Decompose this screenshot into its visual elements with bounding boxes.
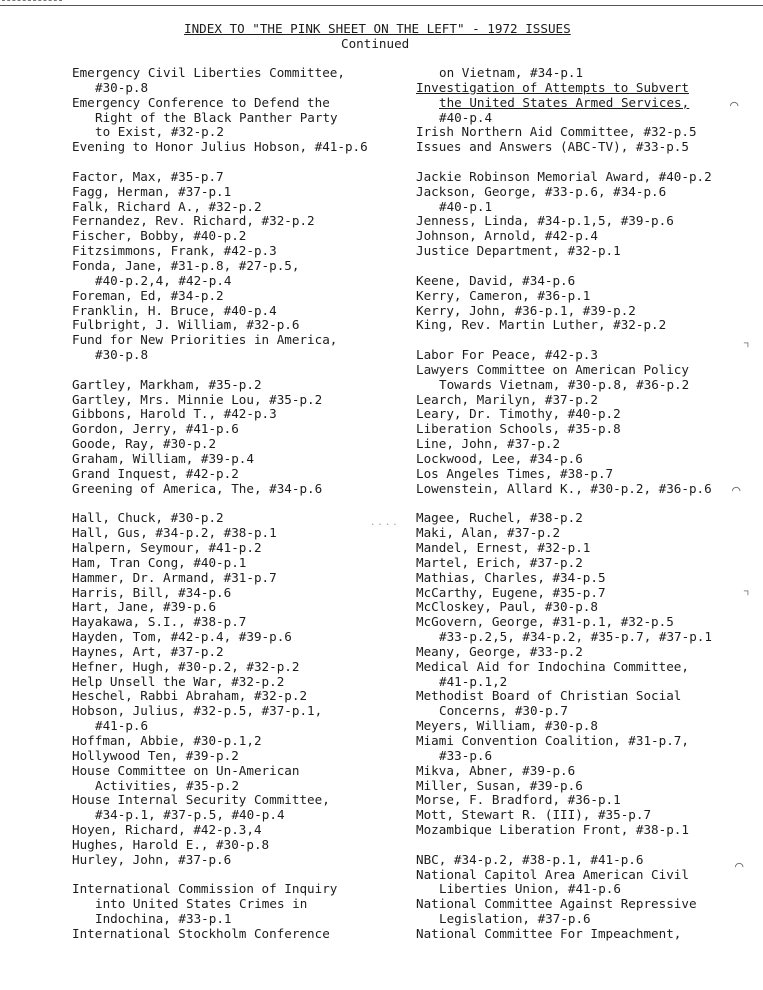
- index-entry-continuation: Right of the Black Panther Party: [95, 109, 338, 125]
- index-entry: Franklin, H. Bruce, #40-p.4: [72, 302, 277, 318]
- index-entry: Jenness, Linda, #34-p.1,5, #39-p.6: [416, 213, 674, 229]
- index-entry: Halpern, Seymour, #41-p.2: [72, 540, 262, 555]
- index-entry: Hall, Chuck, #30-p.2: [72, 510, 224, 526]
- index-entry: Jackson, George, #33-p.6, #34-p.6: [416, 183, 667, 199]
- index-entry: Emergency Civil Liberties Committee,: [72, 65, 345, 80]
- index-entry-continuation: Legislation, #37-p.6: [439, 911, 591, 927]
- margin-mark: ⌝: [742, 340, 751, 356]
- index-entry: Hall, Gus, #34-p.2, #38-p.1: [72, 525, 277, 541]
- index-entry: Liberation Schools, #35-p.8: [416, 421, 621, 437]
- section-gap: [416, 259, 712, 274]
- index-entry: Methodist Board of Christian Social: [416, 688, 682, 704]
- index-entry: Hurley, John, #37-p.6: [72, 851, 232, 867]
- index-entry: Hoffman, Abbie, #30-p.1,2: [72, 732, 262, 748]
- margin-mark: ⌒: [732, 482, 741, 498]
- index-entry: Grand Inquest, #42-p.2: [72, 465, 239, 481]
- index-entry: Keene, David, #34-p.6: [416, 272, 576, 288]
- index-entry: Miller, Susan, #39-p.6: [416, 777, 583, 793]
- index-entry-continuation: Indochina, #33-p.1: [95, 911, 232, 927]
- index-entry: Johnson, Arnold, #42-p.4: [416, 228, 598, 244]
- index-entry: Lockwood, Lee, #34-p.6: [416, 450, 583, 466]
- index-entry: Justice Department, #32-p.1: [416, 243, 621, 259]
- index-entry: Line, John, #37-p.2: [416, 436, 561, 452]
- index-entry: Leary, Dr. Timothy, #40-p.2: [416, 406, 621, 422]
- index-entry: National Committee Against Repressive: [416, 896, 697, 912]
- index-entry-continuation: on Vietnam, #34-p.1: [439, 65, 584, 80]
- index-entry: Mandel, Ernest, #32-p.1: [416, 540, 591, 555]
- index-entry: Mikva, Abner, #39-p.6: [416, 762, 576, 778]
- index-entry: Fulbright, J. William, #32-p.6: [72, 317, 300, 333]
- index-entry: Hollywood Ten, #39-p.2: [72, 747, 239, 763]
- index-entry: Fischer, Bobby, #40-p.2: [72, 228, 247, 244]
- index-entry: Meany, George, #33-p.2: [416, 643, 583, 659]
- index-entry: Mozambique Liberation Front, #38-p.1: [416, 822, 689, 838]
- index-entry: Emergency Conference to Defend the: [72, 94, 330, 110]
- index-entry: Hoyen, Richard, #42-p.3,4: [72, 822, 262, 838]
- index-entry: Harris, Bill, #34-p.6: [72, 584, 232, 600]
- section-gap: [416, 333, 712, 348]
- index-entry-continuation: #30-p.8: [95, 347, 149, 363]
- page-title-text: INDEX TO "THE PINK SHEET ON THE LEFT" - 1972 ISSUES: [184, 21, 571, 36]
- index-entry: Meyers, William, #30-p.8: [416, 718, 598, 734]
- index-entry-continuation: Towards Vietnam, #30-p.8, #36-p.2: [439, 376, 690, 392]
- index-entry: Miami Convention Coalition, #31-p.7,: [416, 732, 689, 748]
- index-entry: Graham, William, #39-p.4: [72, 450, 254, 466]
- index-entry: Hefner, Hugh, #30-p.2, #32-p.2: [72, 658, 300, 674]
- index-entry: Fernandez, Rev. Richard, #32-p.2: [72, 213, 315, 229]
- index-entry: Lawyers Committee on American Policy: [416, 361, 689, 377]
- index-entry: Gartley, Mrs. Minnie Lou, #35-p.2: [72, 391, 323, 407]
- index-entry: Mathias, Charles, #34-p.5: [416, 569, 606, 585]
- index-entry-continuation: into United States Crimes in: [95, 896, 308, 912]
- index-entry: Hobson, Julius, #32-p.5, #37-p.1,: [72, 703, 323, 719]
- section-gap: [416, 155, 712, 170]
- section-gap: [72, 363, 368, 378]
- index-entry: Hammer, Dr. Armand, #31-p.7: [72, 569, 277, 585]
- index-column-left: [72, 66, 368, 942]
- index-entry-continuation: Concerns, #30-p.7: [439, 703, 568, 719]
- index-column-right: [416, 66, 712, 942]
- index-entry-continuation: #40-p.4: [439, 109, 493, 125]
- index-entry: Falk, Richard A., #32-p.2: [72, 198, 262, 214]
- index-entry: Factor, Max, #35-p.7: [72, 168, 224, 184]
- index-entry: Hayakawa, S.I., #38-p.7: [72, 614, 247, 630]
- index-entry: Fitzsimmons, Frank, #42-p.3: [72, 243, 277, 259]
- page-title: [184, 21, 571, 36]
- index-entry: Greening of America, The, #34-p.6: [72, 480, 323, 496]
- index-entry: Goode, Ray, #30-p.2: [72, 436, 217, 452]
- index-entry: NBC, #34-p.2, #38-p.1, #41-p.6: [416, 851, 644, 867]
- index-entry-continuation: #41-p.6: [95, 718, 149, 734]
- index-entry: McCarthy, Eugene, #35-p.7: [416, 584, 606, 600]
- index-entry: Issues and Answers (ABC-TV), #33-p.5: [416, 139, 689, 155]
- index-entry: Haynes, Art, #37-p.2: [72, 643, 224, 659]
- index-entry-continuation: #40-p.2,4, #42-p.4: [95, 272, 232, 288]
- index-entry-continuation: to Exist, #32-p.2: [95, 124, 224, 140]
- index-entry: Mott, Stewart R. (III), #35-p.7: [416, 807, 652, 823]
- index-entry: Fund for New Priorities in America,: [72, 332, 338, 348]
- index-entry: National Committee For Impeachment,: [416, 925, 682, 941]
- index-entry: McCloskey, Paul, #30-p.8: [416, 599, 598, 615]
- section-gap: [72, 868, 368, 883]
- index-entry: Hart, Jane, #39-p.6: [72, 599, 217, 615]
- index-entry: Maki, Alan, #37-p.2: [416, 525, 561, 541]
- index-entry: Gibbons, Harold T., #42-p.3: [72, 406, 277, 422]
- index-entry: Hayden, Tom, #42-p.4, #39-p.6: [72, 629, 292, 645]
- margin-mark: ⌝: [742, 588, 751, 604]
- index-entry-continuation: #34-p.1, #37-p.5, #40-p.4: [95, 807, 285, 823]
- index-entry: Fagg, Herman, #37-p.1: [72, 183, 232, 199]
- index-entry: House Internal Security Committee,: [72, 792, 330, 808]
- index-entry: House Committee on Un-American: [72, 762, 300, 778]
- index-entry: Gordon, Jerry, #41-p.6: [72, 421, 239, 437]
- index-entry: McGovern, George, #31-p.1, #32-p.5: [416, 614, 674, 630]
- index-entry: Investigation of Attempts to Subvert: [416, 79, 689, 95]
- scan-dots: ....: [370, 518, 400, 528]
- index-entry: National Capitol Area American Civil: [416, 866, 689, 882]
- index-entry: Kerry, John, #36-p.1, #39-p.2: [416, 302, 636, 318]
- index-entry: International Commission of Inquiry: [72, 881, 338, 897]
- index-entry: King, Rev. Martin Luther, #32-p.2: [416, 317, 667, 333]
- page-subtitle: Continued: [341, 36, 410, 51]
- index-entry-continuation: Activities, #35-p.2: [95, 777, 240, 793]
- index-entry: Fonda, Jane, #31-p.8, #27-p.5,: [72, 257, 300, 273]
- index-entry-continuation: #33-p.2,5, #34-p.2, #35-p.7, #37-p.1: [439, 629, 712, 645]
- margin-mark: ⌒: [730, 97, 739, 113]
- index-entry: International Stockholm Conference: [72, 925, 330, 941]
- section-gap: [72, 155, 368, 170]
- section-gap: [416, 838, 712, 853]
- index-entry: Lowenstein, Allard K., #30-p.2, #36-p.6: [416, 480, 712, 496]
- index-entry-continuation: #33-p.6: [439, 747, 493, 763]
- index-entry: Labor For Peace, #42-p.3: [416, 347, 598, 363]
- index-entry: Martel, Erich, #37-p.2: [416, 554, 583, 570]
- index-entry: Morse, F. Bradford, #36-p.1: [416, 792, 621, 808]
- index-entry: Hughes, Harold E., #30-p.8: [72, 836, 270, 852]
- index-entry: Heschel, Rabbi Abraham, #32-p.2: [72, 688, 308, 704]
- section-gap: [72, 496, 368, 511]
- index-entry: Foreman, Ed, #34-p.2: [72, 287, 224, 303]
- index-entry: Learch, Marilyn, #37-p.2: [416, 391, 598, 407]
- index-entry: Kerry, Cameron, #36-p.1: [416, 287, 591, 303]
- index-entry-continuation: #30-p.8: [95, 79, 149, 95]
- index-entry-continuation: the United States Armed Services,: [439, 94, 690, 110]
- top-rule: [0, 5, 763, 6]
- index-entry: Help Unsell the War, #32-p.2: [72, 673, 285, 689]
- index-entry-continuation: #40-p.1: [439, 198, 493, 214]
- index-entry: Medical Aid for Indochina Committee,: [416, 658, 689, 674]
- index-entry: Magee, Ruchel, #38-p.2: [416, 510, 583, 526]
- index-entry: Irish Northern Aid Committee, #32-p.5: [416, 124, 697, 140]
- section-gap: [416, 496, 712, 511]
- index-entry: Evening to Honor Julius Hobson, #41-p.6: [72, 139, 368, 155]
- index-entry-continuation: Liberties Union, #41-p.6: [439, 881, 621, 897]
- index-entry: Los Angeles Times, #38-p.7: [416, 465, 614, 481]
- index-entry: Jackie Robinson Memorial Award, #40-p.2: [416, 168, 712, 184]
- index-entry: Ham, Tran Cong, #40-p.1: [72, 554, 247, 570]
- margin-mark: ⌒: [735, 858, 744, 874]
- top-dashed-rule: [2, 0, 62, 1]
- index-entry-continuation: #41-p.1,2: [439, 673, 508, 689]
- index-entry: Gartley, Markham, #35-p.2: [72, 376, 262, 392]
